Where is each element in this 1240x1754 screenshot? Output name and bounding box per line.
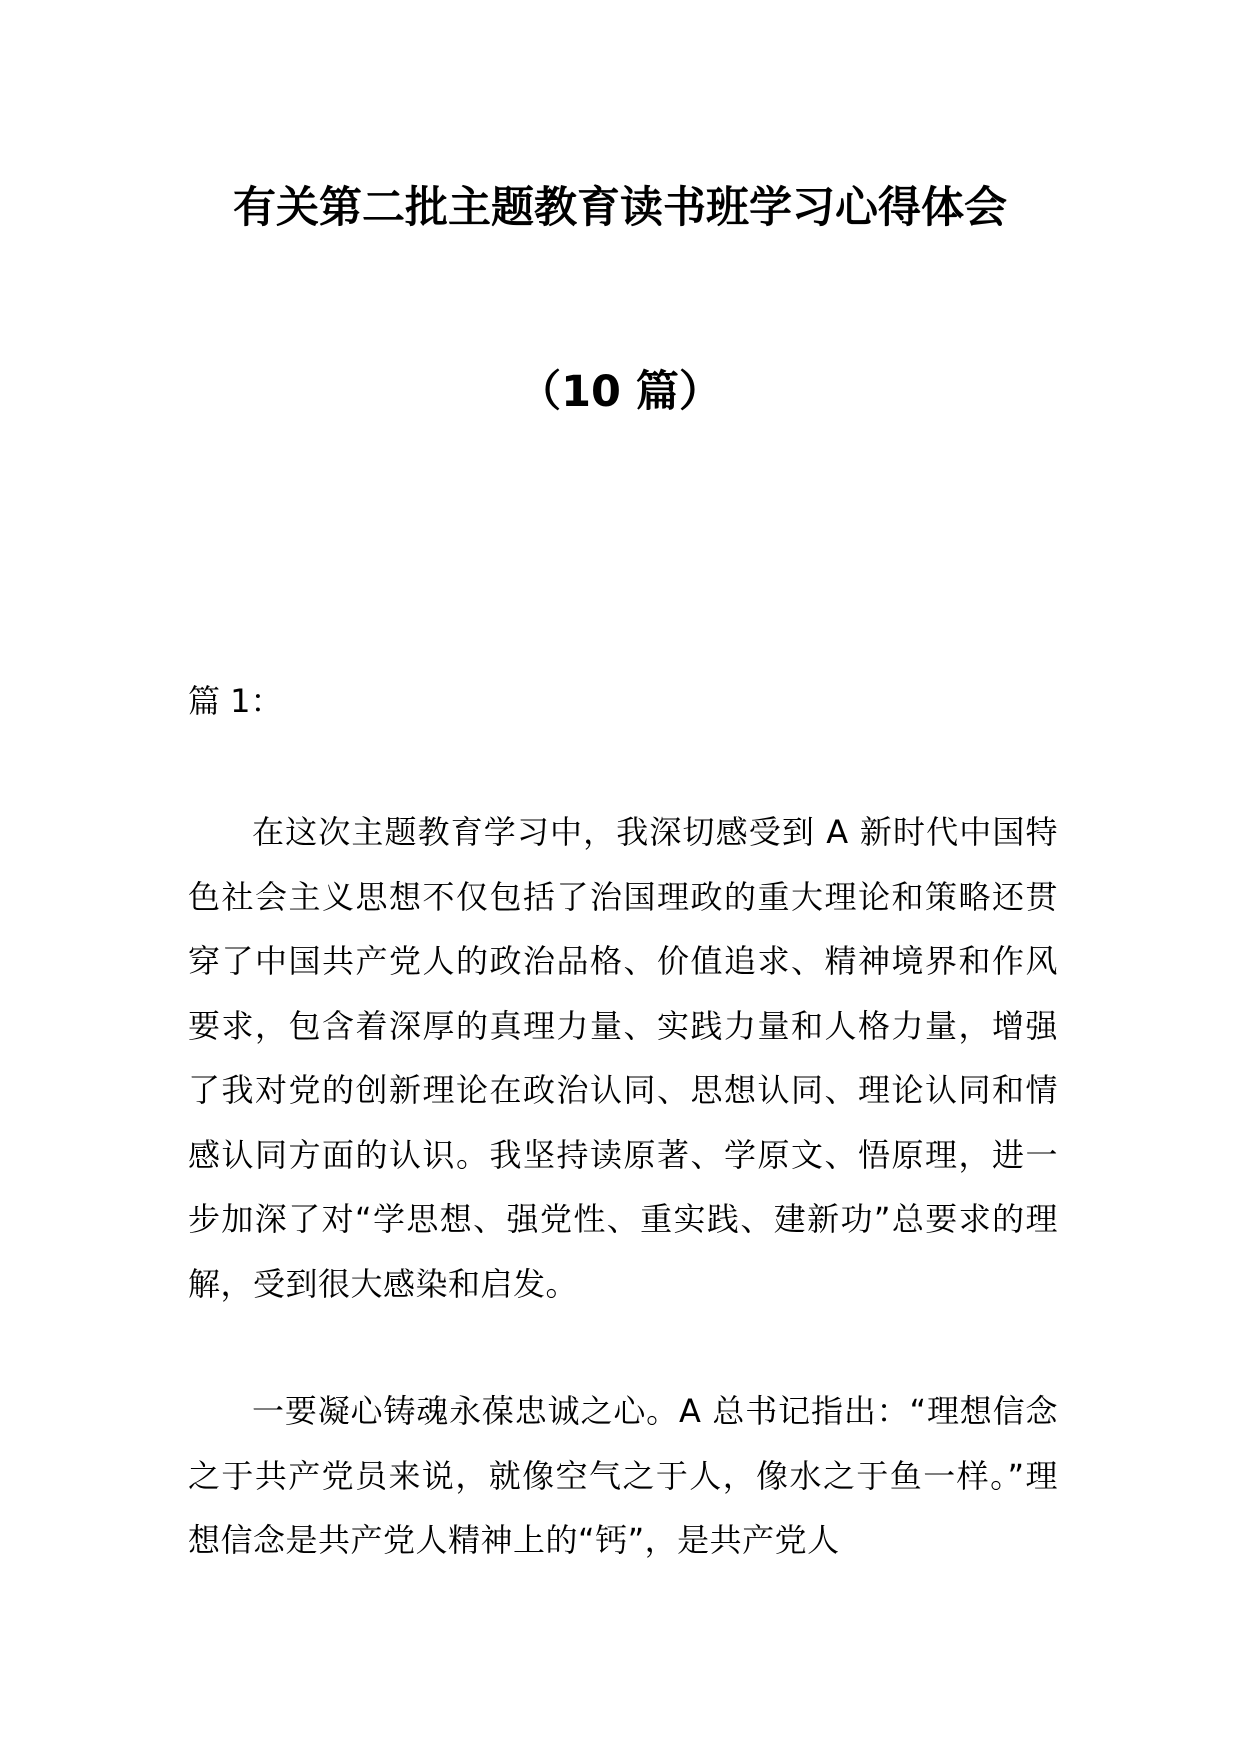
document-title: 有关第二批主题教育读书班学习心得体会 [233, 183, 1007, 233]
paragraph: 一要凝心铸魂永葆忠诚之心。A 总书记指出：“理想信念之于共产党员来说，就像空气之于人，像水之于鱼一样。”理想信念是共产党人精神上的“钙”，是共产党人 [188, 1392, 1058, 1559]
paragraph: 在这次主题教育学习中，我深切感受到 A 新时代中国特色社会主义思想不仅包括了治国理政的重大理论和策略还贯穿了中国共产党人的政治品格、价值追求、精神境界和作风要求，包含着深厚的真理力量、实践力量和人格力量，增强了我对党的创新理论在政治认同、思想认同、理论认同和情感认同方面的认识。我坚持读原著、学原文、悟原理，进一步加深了对“学思想、强党性、重实践、建新功”总要求的理解，受到很大感染和启发。 [188, 813, 1058, 1303]
document-subtitle: （10 篇） [518, 367, 722, 417]
section-label: 篇 1： [188, 682, 283, 720]
